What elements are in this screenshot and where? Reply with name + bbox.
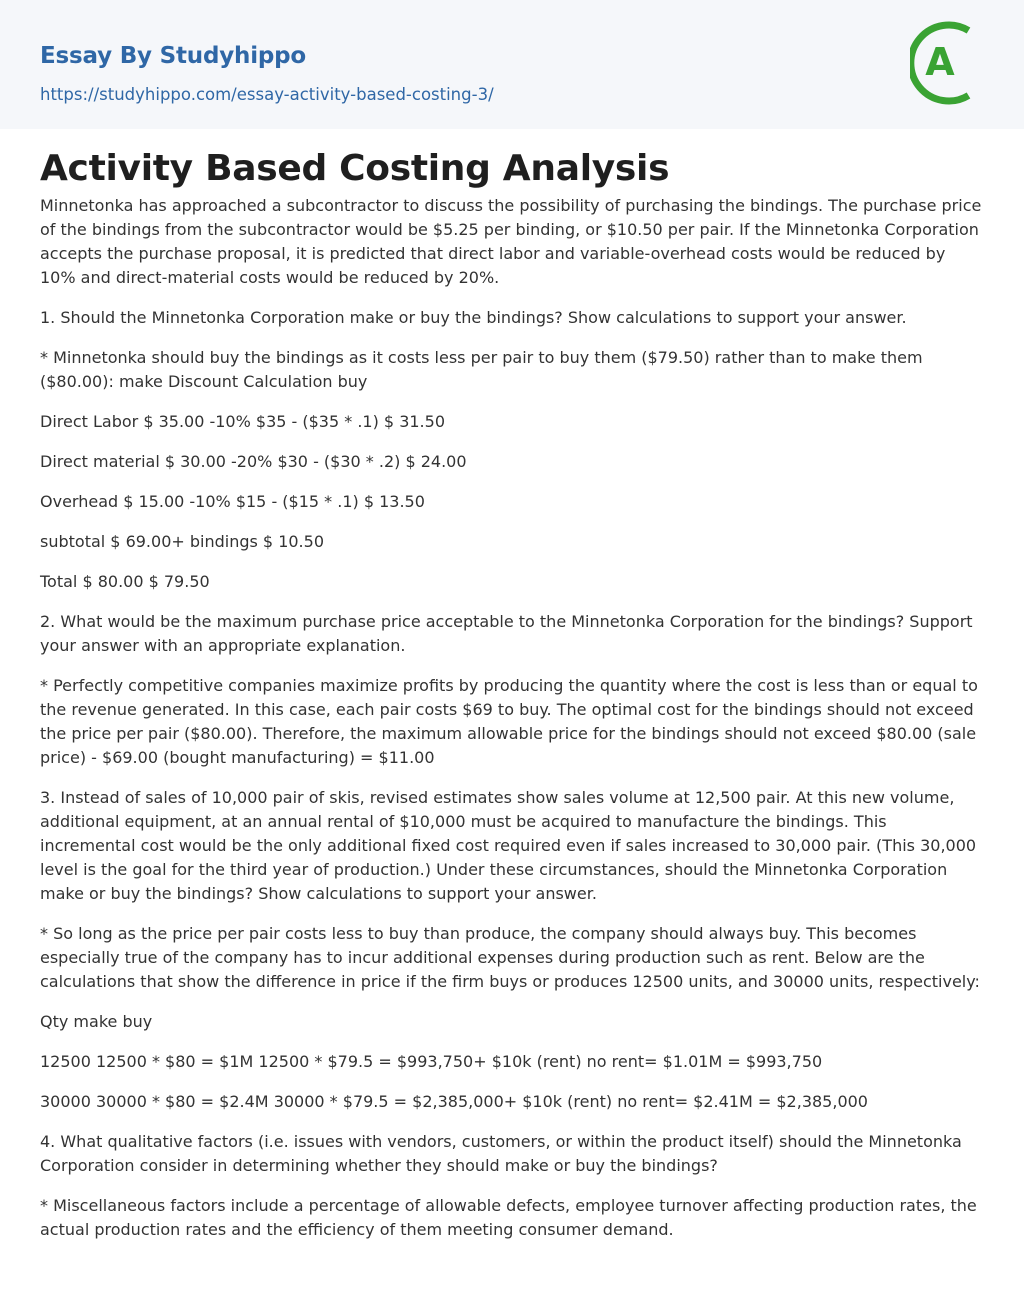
article-paragraph: 30000 30000 * $80 = $2.4M 30000 * $79.5 = $2,385,000+ $10k (rent) no rent= $2.41M = $2,385,000 (40, 1092, 868, 1111)
article-paragraph: Total $ 80.00 $ 79.50 (40, 572, 210, 591)
article-paragraph: 3. Instead of sales of 10,000 pair of skis, revised estimates show sales volume at 12,500 pair. At this new volume, additional equipment, at an annual rental of $10,000 must be acquired to manufacture the bindings. This incremental cost would be the only additional fixed cost required even if sales increased to 30,000 pair. (This 30,000 level is the goal for the third year of production.) Under these circumstances, should the Minnetonka Corporation make or buy the bindings? Show calculations to support your answer. (40, 788, 977, 903)
article-paragraph: 1. Should the Minnetonka Corporation make or buy the bindings? Show calculations to support your answer. (40, 308, 907, 327)
site-header (0, 0, 1024, 129)
article-paragraph: Direct material $ 30.00 -20% $30 - ($30 * .2) $ 24.00 (40, 452, 467, 471)
article-paragraph: * So long as the price per pair costs less to buy than produce, the company should always buy. This becomes especially true of the company has to incur additional expenses during production such as rent. Below are the calculations that show the difference in price if the firm buys or produces 12500 units, and 30000 units, respectively: (40, 924, 980, 991)
article-paragraph: Qty make buy (40, 1012, 153, 1031)
article-paragraph: * Minnetonka should buy the bindings as it costs less per pair to buy them ($79.50) rather than to make them ($80.00): make Discount Calculation buy (40, 348, 923, 391)
site-brand[interactable]: Essay By Studyhippo (40, 43, 307, 69)
studyhippo-logo-icon[interactable] (910, 18, 990, 108)
article-paragraph: Overhead $ 15.00 -10% $15 - ($15 * .1) $ 13.50 (40, 492, 425, 511)
article-paragraph: * Miscellaneous factors include a percentage of allowable defects, employee turnover affecting production rates, the actual production rates and the efficiency of them meeting consumer demand. (40, 1196, 977, 1239)
article-paragraph: 12500 12500 * $80 = $1M 12500 * $79.5 = $993,750+ $10k (rent) no rent= $1.01M = $993,750 (40, 1052, 823, 1071)
article-body (40, 194, 984, 1242)
article (0, 129, 1024, 1242)
article-paragraph: * Perfectly competitive companies maximize profits by producing the quantity where the cost is less than or equal to the revenue generated. In this case, each pair costs $69 to buy. The optimal cost for the bindings should not exceed the price per pair ($80.00). Therefore, the maximum allowable price for the bindings should not exceed $80.00 (sale price) - $69.00 (bought manufacturing) = $11.00 (40, 676, 978, 767)
article-paragraph: 2. What would be the maximum purchase price acceptable to the Minnetonka Corporation for the bindings? Support your answer with an appropriate explanation. (40, 612, 973, 655)
page-title: Activity Based Costing Analysis (40, 148, 670, 189)
article-paragraph: subtotal $ 69.00+ bindings $ 10.50 (40, 532, 324, 551)
article-paragraph: Minnetonka has approached a subcontractor to discuss the possibility of purchasing the bindings. The purchase price of the bindings from the subcontractor would be $5.25 per binding, or $10.50 per pair. If the Minnetonka Corporation accepts the purchase proposal, it is predicted that direct labor and variable-overhead costs would be reduced by 10% and direct-material costs would be reduced by 20%. (40, 196, 982, 287)
article-paragraph: 4. What qualitative factors (i.e. issues with vendors, customers, or within the product itself) should the Minnetonka Corporation consider in determining whether they should make or buy the bindings? (40, 1132, 962, 1175)
article-paragraph: Direct Labor $ 35.00 -10% $35 - ($35 * .1) $ 31.50 (40, 412, 445, 431)
logo-letter: A (925, 40, 955, 84)
essay-url-link[interactable]: https://studyhippo.com/essay-activity-based-costing-3/ (40, 85, 494, 104)
